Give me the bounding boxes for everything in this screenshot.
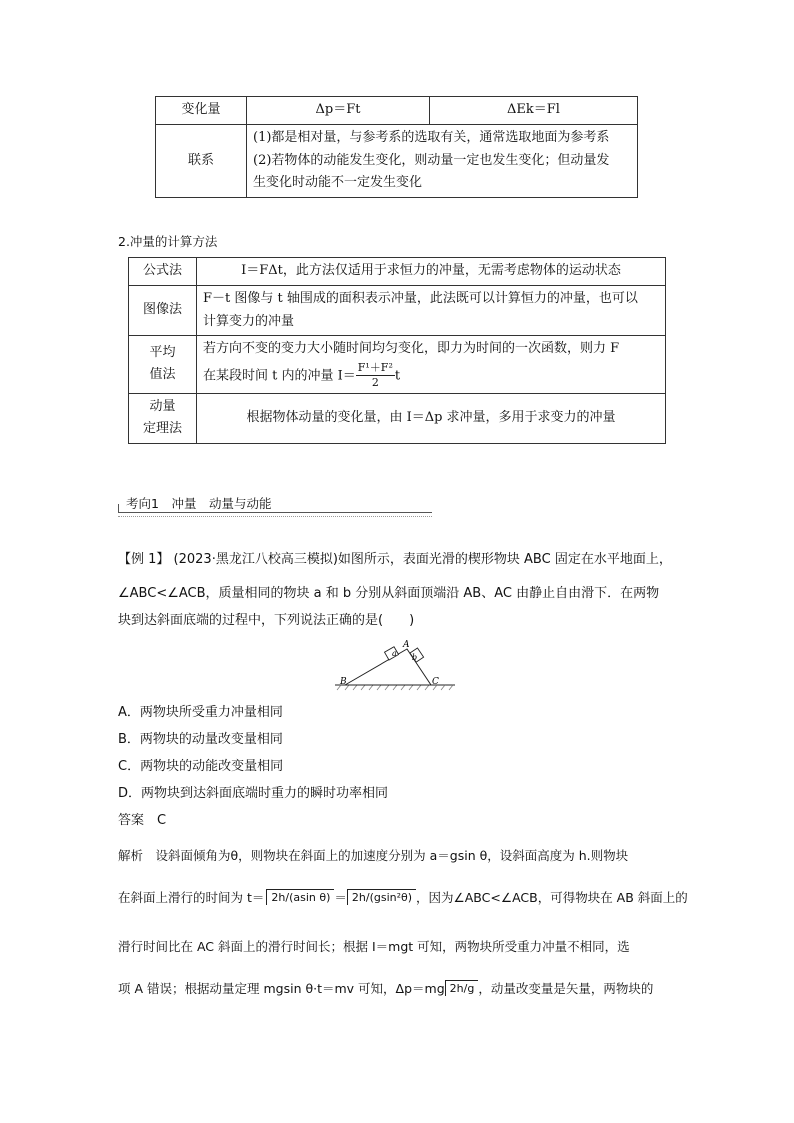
momentum-change: Δp＝Ft [247, 97, 430, 125]
relation-line: 生变化时动能不一定发生变化 [253, 175, 423, 191]
method-label: 公式法 [129, 258, 197, 286]
answer: 答案 C [118, 813, 167, 828]
option-d: D．两物块到达斜面底端时重力的瞬时功率相同 [118, 786, 389, 801]
method-label [129, 393, 197, 444]
method-label-line: 定理法 [142, 421, 182, 437]
row-label: 联系 [156, 124, 247, 197]
relation-line: (1)都是相对量，与参考系的选取有关，通常选取地面为参考系 [253, 129, 610, 145]
label-a: a [392, 649, 397, 658]
relation-line: (2)若物体的动能发生变化，则动量一定也发生变化；但动量发 [253, 152, 610, 168]
solution-line [118, 888, 688, 906]
method-text [197, 285, 666, 336]
section-title: 2.冲量的计算方法 [118, 234, 218, 249]
method-text: I＝FΔt，此方法仅适用于求恒力的冲量，无需考虑物体的运动状态 [197, 258, 666, 286]
sqrt-expression: 2h/(gsin²θ) [347, 889, 416, 904]
example-line: 块到达斜面底端的过程中，下列说法正确的是( ) [118, 613, 415, 628]
solution-text: ，动量改变量是矢量，两物块的 [478, 981, 654, 996]
heading-bracket [118, 504, 119, 513]
sqrt-expression: 2h/g [445, 980, 479, 995]
formula-tail: t [394, 368, 401, 384]
method-text: 根据物体动量的变化量，由 I＝Δp 求冲量，多用于求变力的冲量 [197, 393, 666, 444]
wedge-figure [335, 636, 460, 694]
fraction [356, 361, 395, 391]
method-line: 若方向不变的变力大小随时间均匀变化，即力为时间的一次函数，则力 F [203, 341, 620, 357]
section-heading [118, 490, 432, 516]
table-row [129, 258, 666, 286]
table-row [156, 124, 638, 197]
example-line: 【例 1】 (2023·黑龙江八校高三模拟)如图所示，表面光滑的楔形物块 ABC 固定在水平地面上， [118, 552, 672, 567]
sqrt-expression: 2h/(asin θ) [266, 889, 334, 904]
table-row [129, 285, 666, 336]
solution-line: 解析 设斜面倾角为θ，则物块在斜面上的加速度分别为 a＝gsin θ，设斜面高度为 h.则物块 [118, 848, 629, 863]
formula-prefix: 在某段时间 t 内的冲量 I＝ [203, 368, 356, 384]
solution-text: 在斜面上滑行的时间为 t＝ [118, 890, 265, 905]
solution-line: 滑行时间比在 AC 斜面上的滑行时间长；根据 I＝mgt 可知，两物块所受重力冲量不相同，选 [118, 939, 630, 954]
row-label: 变化量 [156, 97, 247, 125]
solution-text: ＝ [334, 890, 347, 905]
heading-text: 考向1 冲量 动量与动能 [126, 496, 272, 511]
table-row [156, 97, 638, 125]
method-label [129, 336, 197, 393]
table-row [129, 336, 666, 393]
label-A: A [403, 640, 410, 650]
impulse-methods-table [128, 257, 666, 444]
label-B: B [340, 677, 347, 687]
method-label-line: 动量 [149, 398, 176, 414]
comparison-table [155, 96, 638, 198]
fraction-numerator: F¹＋F² [356, 361, 395, 376]
option-a: A．两物块所受重力冲量相同 [118, 705, 283, 720]
method-label-line: 平均 [149, 344, 176, 360]
fraction-denominator: 2 [371, 376, 379, 390]
solution-text: 项 A 错误；根据动量定理 mgsin θ·t＝mv 可知，Δp＝mg [118, 981, 445, 996]
method-line [203, 361, 659, 391]
method-label: 图像法 [129, 285, 197, 336]
label-b: b [412, 653, 418, 662]
method-text [197, 336, 666, 393]
option-c: C．两物块的动能改变量相同 [118, 759, 284, 774]
method-line: F－t 图像与 t 轴围成的面积表示冲量，此法既可以计算恒力的冲量，也可以 [203, 290, 638, 306]
heading-dotted-line [118, 516, 432, 517]
label-C: C [432, 677, 439, 687]
table-row [129, 393, 666, 444]
solution-text: ，因为∠ABC<∠ACB，可得物块在 AB 斜面上的 [416, 890, 688, 905]
solution-line [118, 979, 653, 997]
heading-underline [118, 512, 432, 513]
kinetic-energy-change: ΔEk＝Fl [430, 97, 638, 125]
method-label-line: 值法 [149, 367, 176, 383]
relation-cell [247, 124, 638, 197]
example-line: ∠ABC<∠ACB，质量相同的物块 a 和 b 分别从斜面顶端沿 AB、AC 由静止自由滑下．在两物 [118, 586, 660, 601]
option-b: B．两物块的动量改变量相同 [118, 732, 283, 747]
method-line: 计算变力的冲量 [203, 313, 295, 329]
